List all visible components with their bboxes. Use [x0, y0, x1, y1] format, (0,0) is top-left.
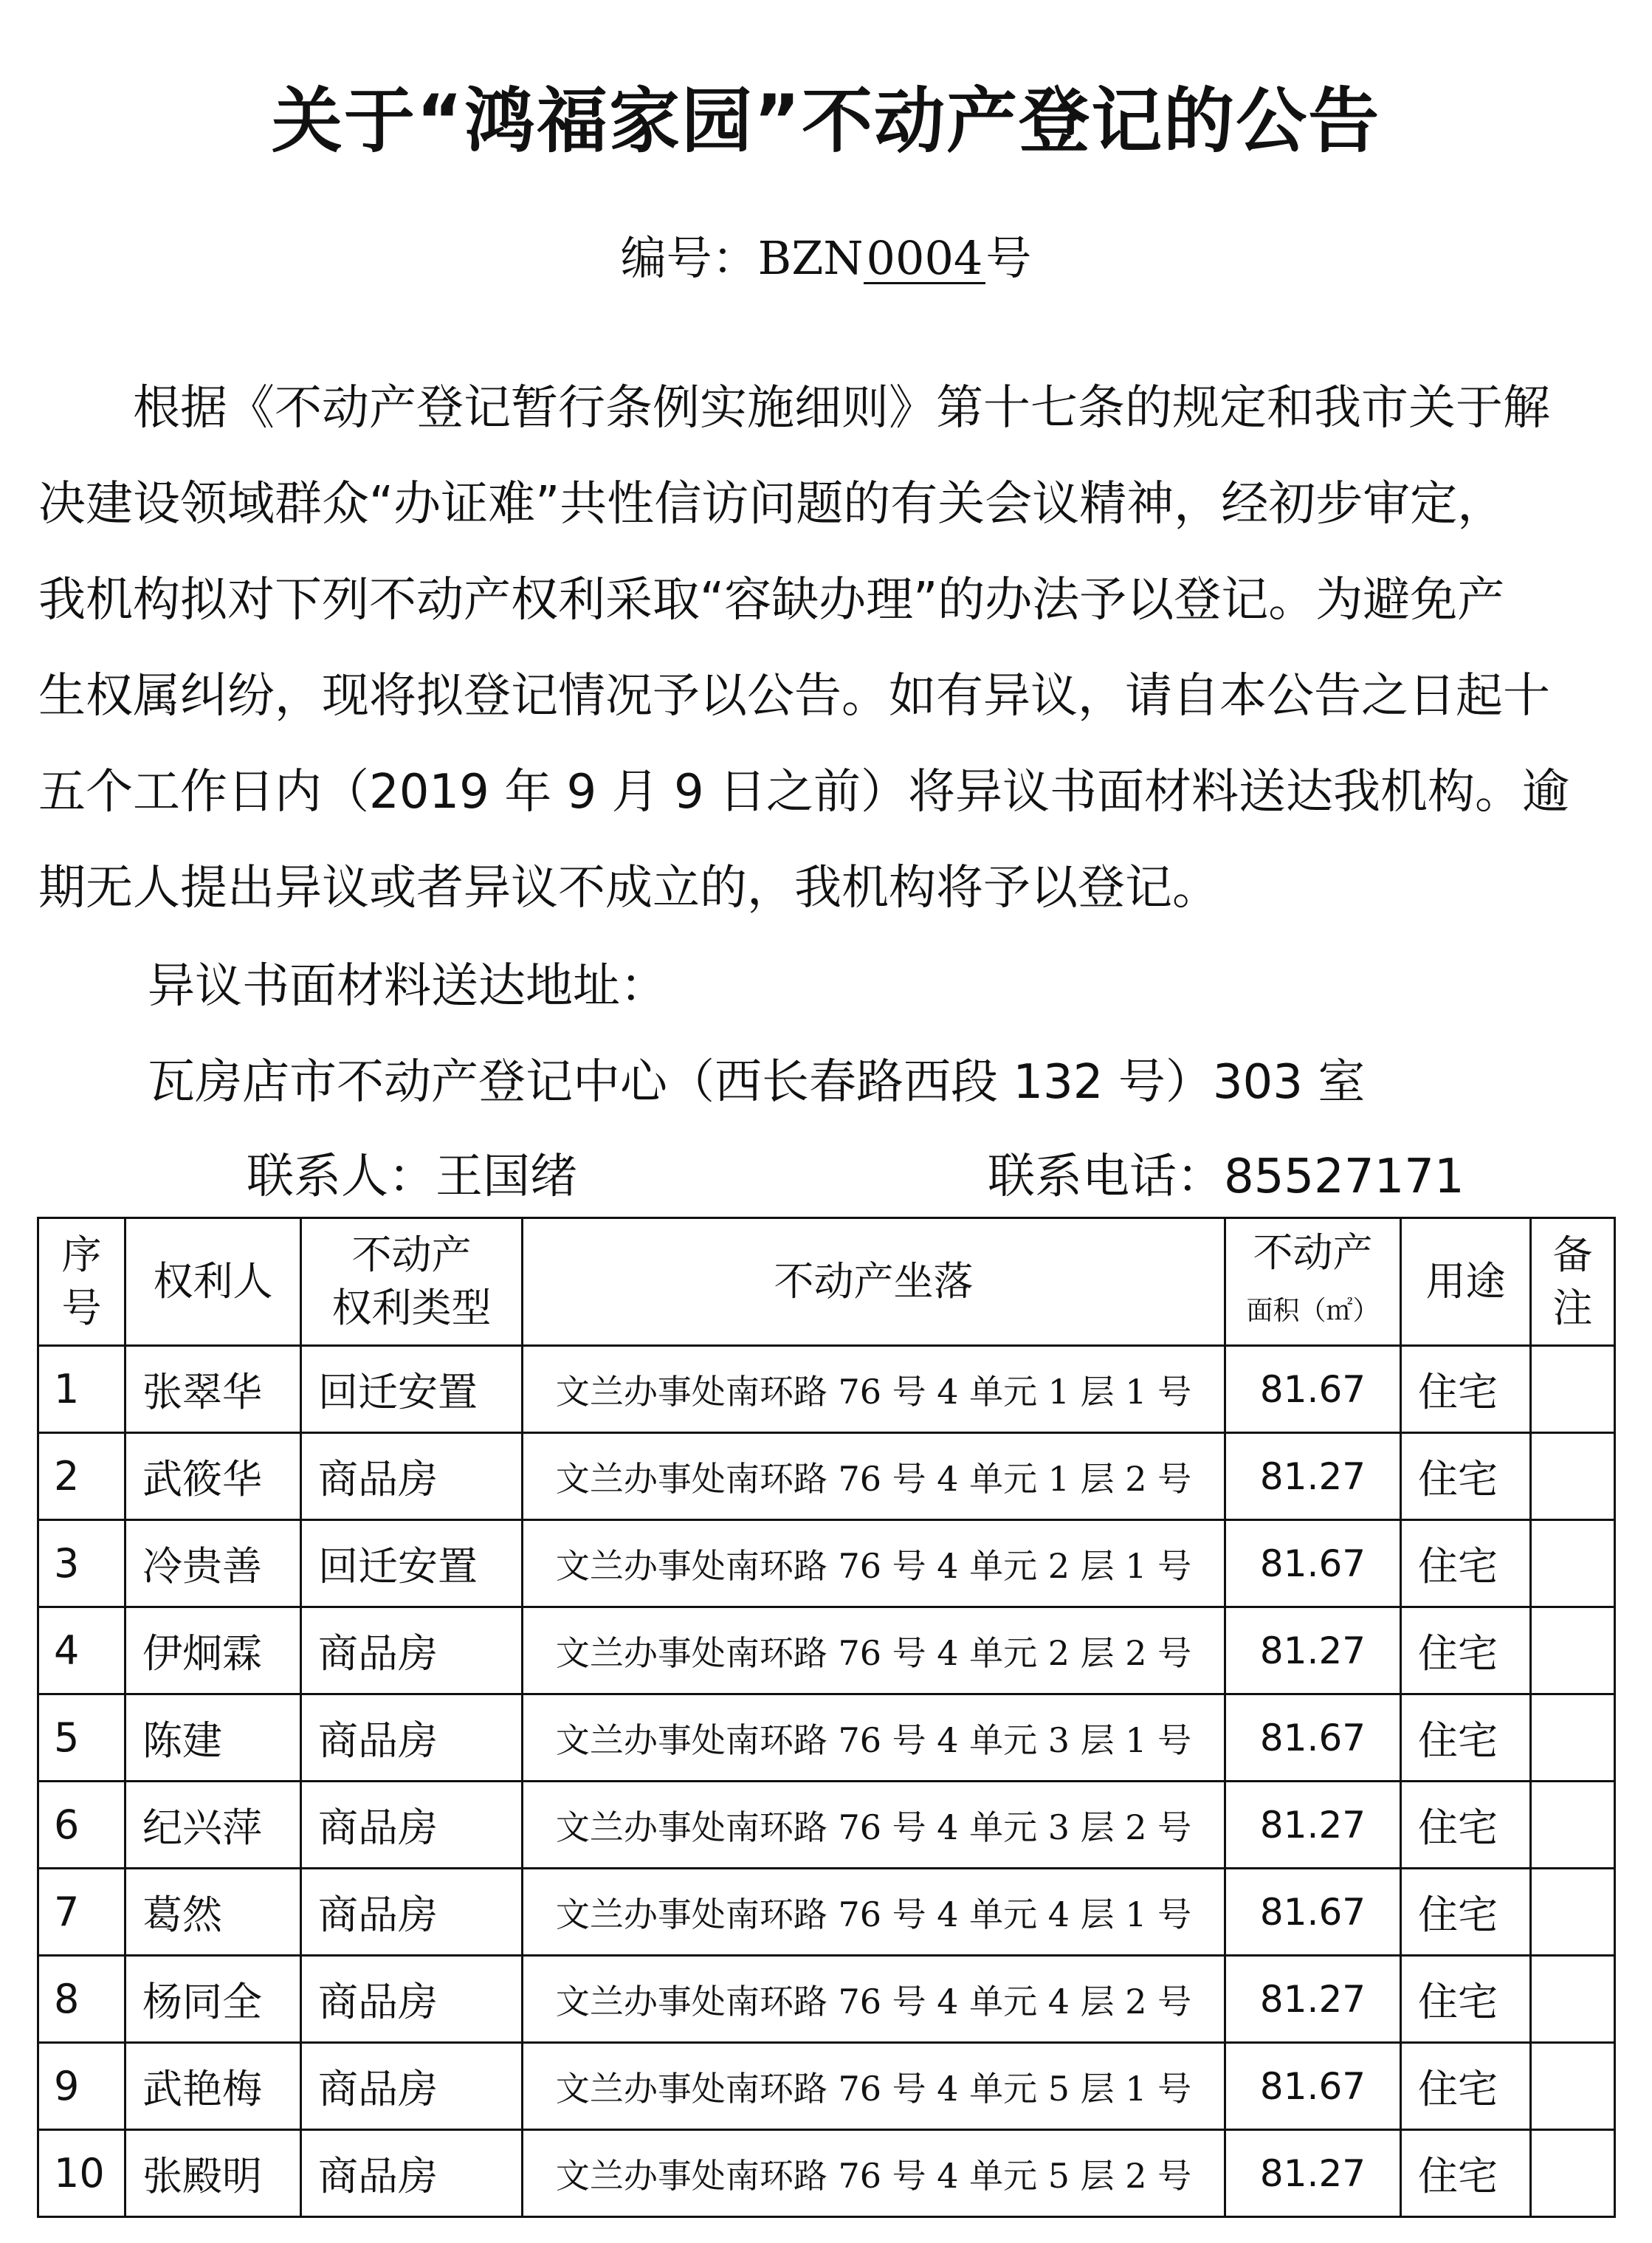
- row-use: 住宅: [1401, 2130, 1531, 2217]
- address-label: 异议书面材料送达地址：: [148, 959, 667, 1014]
- header-use: 用途: [1401, 1218, 1531, 1346]
- row-area: 81.27: [1225, 1782, 1401, 1869]
- table-row: [38, 1346, 1615, 1433]
- row-location: 文兰办事处南环路 76 号 4 单元 1 层 1 号: [523, 1346, 1225, 1433]
- paragraph-line: 决建设领域群众“办证难”共性信访问题的有关会议精神，经初步审定，: [38, 477, 1505, 532]
- row-note: [1531, 1869, 1615, 1956]
- row-note: [1531, 1520, 1615, 1607]
- row-note: [1531, 1782, 1615, 1869]
- table-row: [38, 2043, 1615, 2130]
- row-index: 7: [38, 1869, 125, 1956]
- row-holder: 武艳梅: [125, 2043, 301, 2130]
- header-holder: 权利人: [125, 1218, 301, 1346]
- row-holder: 陈建: [125, 1694, 301, 1782]
- row-location: 文兰办事处南环路 76 号 4 单元 3 层 1 号: [523, 1694, 1225, 1782]
- row-note: [1531, 2130, 1615, 2217]
- row-holder: 冷贵善: [125, 1520, 301, 1607]
- row-index: 2: [38, 1433, 125, 1520]
- header-area: 不动产 面积（㎡）: [1225, 1218, 1401, 1346]
- contact-phone: 联系电话：85527171: [988, 1150, 1465, 1204]
- row-location: 文兰办事处南环路 76 号 4 单元 4 层 2 号: [523, 1956, 1225, 2043]
- table-header-row: [38, 1218, 1615, 1346]
- row-use: 住宅: [1401, 1869, 1531, 1956]
- row-area: 81.67: [1225, 1346, 1401, 1433]
- row-index: 1: [38, 1346, 125, 1433]
- row-right-type: 商品房: [301, 1694, 523, 1782]
- table-row: [38, 1694, 1615, 1782]
- row-index: 5: [38, 1694, 125, 1782]
- row-area: 81.67: [1225, 1869, 1401, 1956]
- table-row: [38, 1433, 1615, 1520]
- row-note: [1531, 1346, 1615, 1433]
- row-right-type: 商品房: [301, 1433, 523, 1520]
- row-area: 81.27: [1225, 1607, 1401, 1694]
- row-location: 文兰办事处南环路 76 号 4 单元 1 层 2 号: [523, 1433, 1225, 1520]
- row-right-type: 商品房: [301, 1782, 523, 1869]
- registration-table: [37, 1217, 1616, 2218]
- announcement-paragraph: [38, 360, 1618, 936]
- table-row: [38, 2130, 1615, 2217]
- row-area: 81.27: [1225, 1433, 1401, 1520]
- row-use: 住宅: [1401, 1520, 1531, 1607]
- header-note: 备 注: [1531, 1218, 1615, 1346]
- row-right-type: 商品房: [301, 2130, 523, 2217]
- row-location: 文兰办事处南环路 76 号 4 单元 3 层 2 号: [523, 1782, 1225, 1869]
- row-use: 住宅: [1401, 1694, 1531, 1782]
- row-use: 住宅: [1401, 1346, 1531, 1433]
- paragraph-line: 我机构拟对下列不动产权利采取“容缺办理”的办法予以登记。为避免产: [38, 573, 1505, 628]
- row-note: [1531, 1607, 1615, 1694]
- row-area: 81.27: [1225, 1956, 1401, 2043]
- row-right-type: 回迁安置: [301, 1520, 523, 1607]
- row-right-type: 商品房: [301, 1607, 523, 1694]
- row-area: 81.67: [1225, 1520, 1401, 1607]
- page-title: 关于“鸿福家园”不动产登记的公告: [271, 80, 1381, 162]
- table-row: [38, 1607, 1615, 1694]
- row-index: 3: [38, 1520, 125, 1607]
- row-use: 住宅: [1401, 2043, 1531, 2130]
- row-right-type: 商品房: [301, 2043, 523, 2130]
- row-index: 9: [38, 2043, 125, 2130]
- table-row: [38, 1782, 1615, 1869]
- row-index: 4: [38, 1607, 125, 1694]
- row-right-type: 商品房: [301, 1869, 523, 1956]
- row-location: 文兰办事处南环路 76 号 4 单元 5 层 1 号: [523, 2043, 1225, 2130]
- row-note: [1531, 1433, 1615, 1520]
- row-index: 10: [38, 2130, 125, 2217]
- table-row: [38, 1520, 1615, 1607]
- row-holder: 武筱华: [125, 1433, 301, 1520]
- row-note: [1531, 2043, 1615, 2130]
- row-holder: 杨同全: [125, 1956, 301, 2043]
- row-holder: 伊炯霖: [125, 1607, 301, 1694]
- contact-person: 联系人：王国绪: [247, 1150, 577, 1204]
- row-area: 81.67: [1225, 1694, 1401, 1782]
- row-note: [1531, 1956, 1615, 2043]
- header-right-type: 不动产 权利类型: [301, 1218, 523, 1346]
- document-number-prefix: 编号：BZN: [620, 231, 864, 285]
- header-index: 序 号: [38, 1218, 125, 1346]
- row-location: 文兰办事处南环路 76 号 4 单元 4 层 1 号: [523, 1869, 1225, 1956]
- row-area: 81.27: [1225, 2130, 1401, 2217]
- row-use: 住宅: [1401, 1607, 1531, 1694]
- paragraph-line: 期无人提出异议或者异议不成立的，我机构将予以登记。: [38, 861, 1219, 916]
- address: 瓦房店市不动产登记中心（西长春路西段 132 号）303 室: [148, 1055, 1366, 1110]
- row-location: 文兰办事处南环路 76 号 4 单元 5 层 2 号: [523, 2130, 1225, 2217]
- row-location: 文兰办事处南环路 76 号 4 单元 2 层 2 号: [523, 1607, 1225, 1694]
- document-number-value: 0004: [864, 234, 986, 284]
- table-row: [38, 1869, 1615, 1956]
- row-use: 住宅: [1401, 1956, 1531, 2043]
- row-holder: 张翠华: [125, 1346, 301, 1433]
- row-index: 8: [38, 1956, 125, 2043]
- document-number-suffix: 号: [985, 231, 1032, 285]
- header-location: 不动产坐落: [523, 1218, 1225, 1346]
- document-number: [0, 221, 1652, 287]
- paragraph-line: 五个工作日内（2019 年 9 月 9 日之前）将异议书面材料送达我机构。逾: [38, 765, 1570, 820]
- row-use: 住宅: [1401, 1782, 1531, 1869]
- row-area: 81.67: [1225, 2043, 1401, 2130]
- row-holder: 葛然: [125, 1869, 301, 1956]
- row-holder: 张殿明: [125, 2130, 301, 2217]
- paragraph-line: 生权属纠纷，现将拟登记情况予以公告。如有异议，请自本公告之日起十: [38, 669, 1550, 724]
- row-right-type: 商品房: [301, 1956, 523, 2043]
- row-note: [1531, 1694, 1615, 1782]
- table-row: [38, 1956, 1615, 2043]
- paragraph-line: 根据《不动产登记暂行条例实施细则》第十七条的规定和我市关于解: [133, 381, 1550, 436]
- row-location: 文兰办事处南环路 76 号 4 单元 2 层 1 号: [523, 1520, 1225, 1607]
- row-index: 6: [38, 1782, 125, 1869]
- row-holder: 纪兴萍: [125, 1782, 301, 1869]
- row-use: 住宅: [1401, 1433, 1531, 1520]
- row-right-type: 回迁安置: [301, 1346, 523, 1433]
